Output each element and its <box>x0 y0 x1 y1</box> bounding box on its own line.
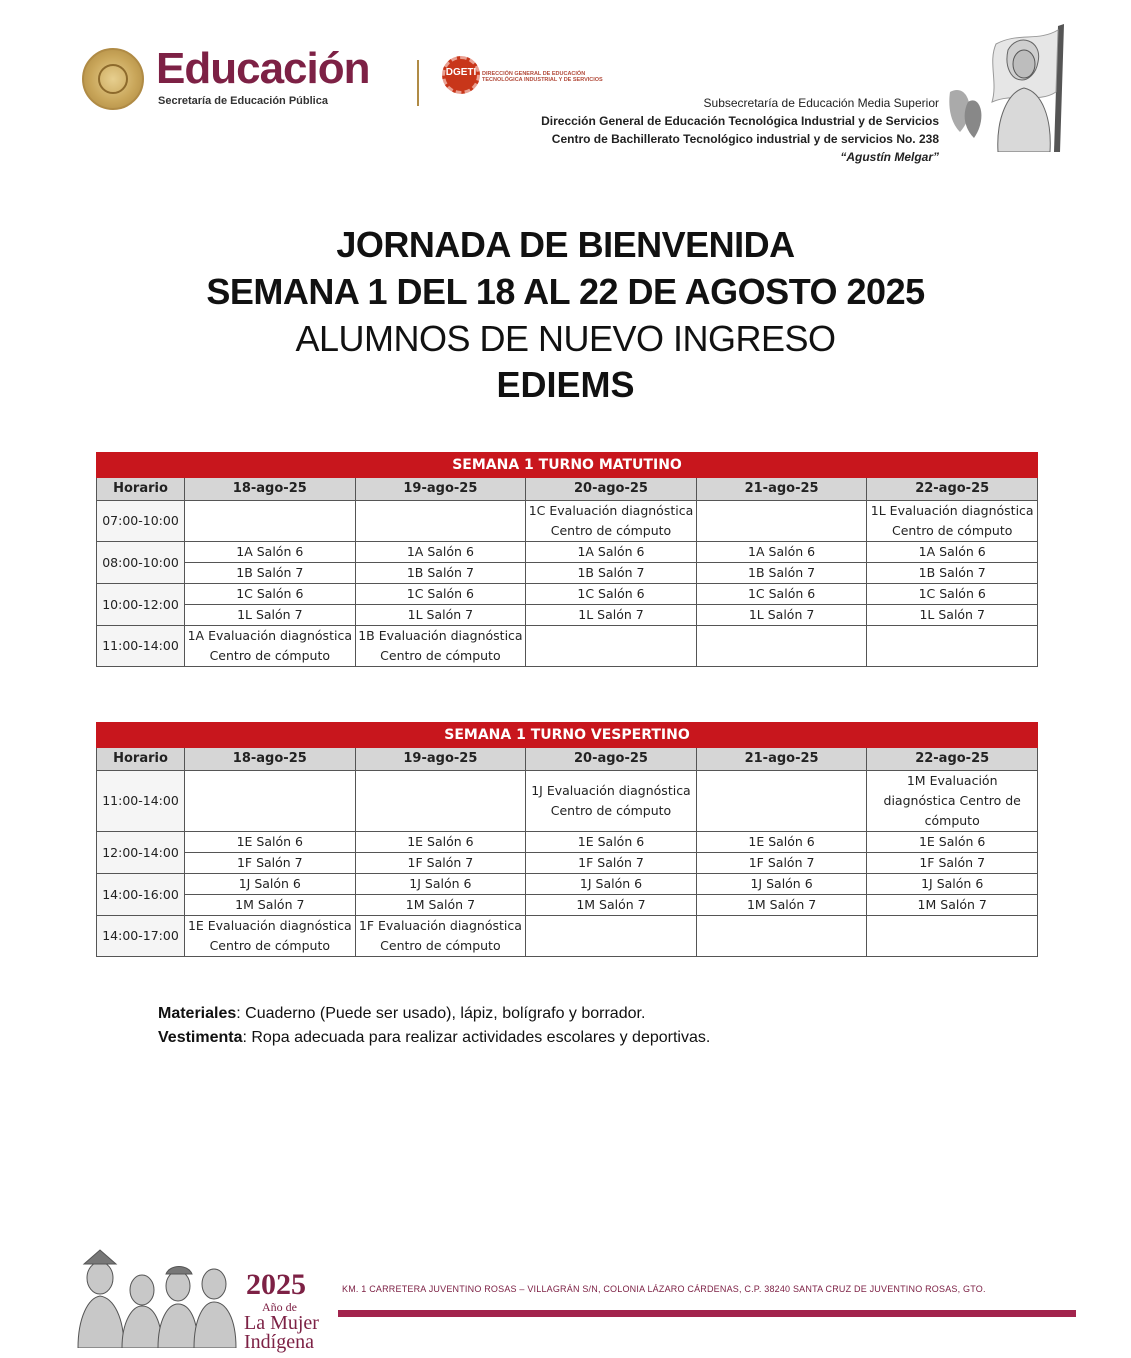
schedule-cell: 1L Salón 7 <box>526 605 697 626</box>
schedule-cell: 1E Salón 6 <box>696 832 867 853</box>
vestimenta-text: : Ropa adecuada para realizar actividades escolares y deportivas. <box>242 1029 711 1046</box>
schedule-cell: 1E Evaluación diagnóstica Centro de cómputo <box>185 916 356 957</box>
schedule-cell <box>696 916 867 957</box>
time-cell: 11:00-14:00 <box>97 771 185 832</box>
schedule-cell: 1B Salón 7 <box>526 563 697 584</box>
mexico-seal-logo <box>82 48 144 110</box>
schedule-cell: 1M Salón 7 <box>355 895 526 916</box>
woman-with-flag-illustration <box>948 22 1074 152</box>
time-cell: 12:00-14:00 <box>97 832 185 874</box>
schedule-cell: 1L Salón 7 <box>185 605 356 626</box>
footer-indigena: Indígena <box>244 1331 314 1353</box>
time-cell: 14:00-16:00 <box>97 874 185 916</box>
notes-block <box>158 1002 710 1050</box>
schedule-cell: 1L Salón 7 <box>696 605 867 626</box>
dgeti-logo-text: DIRECCIÓN GENERAL DE EDUCACIÓN TECNOLÓGICA INDUSTRIAL Y DE SERVICIOS <box>482 71 603 83</box>
schedule-cell: 1J Salón 6 <box>526 874 697 895</box>
schedule-cell: 1C Evaluación diagnóstica Centro de cómputo <box>526 501 697 542</box>
time-cell: 07:00-10:00 <box>97 501 185 542</box>
schedule-cell: 1J Salón 6 <box>867 874 1038 895</box>
schedule-cell: 1F Salón 7 <box>185 853 356 874</box>
schedule-cell: 1J Salón 6 <box>696 874 867 895</box>
schedule-cell: 1C Salón 6 <box>867 584 1038 605</box>
schedule-cell: 1L Evaluación diagnóstica Centro de cómputo <box>867 501 1038 542</box>
footer-year: 2025 <box>246 1268 306 1301</box>
column-header: 18-ago-25 <box>185 478 356 501</box>
column-header: 21-ago-25 <box>696 478 867 501</box>
schedule-cell: 1M Salón 7 <box>696 895 867 916</box>
schedule-cell: 1J Evaluación diagnóstica Centro de cómputo <box>526 771 697 832</box>
indigenous-women-illustration <box>70 1248 240 1348</box>
schedule-cell: 1A Salón 6 <box>526 542 697 563</box>
schedule-cell: 1B Salón 7 <box>867 563 1038 584</box>
schedule-table-matutino <box>96 452 1038 667</box>
institution-line-3: Centro de Bachillerato Tecnológico industrial y de servicios No. 238 <box>551 132 939 146</box>
materiales-label: Materiales <box>158 1005 237 1022</box>
schedule-cell <box>696 626 867 667</box>
footer-bar <box>338 1310 1076 1317</box>
time-cell: 14:00-17:00 <box>97 916 185 957</box>
schedule-cell: 1M Salón 7 <box>867 895 1038 916</box>
sep-subtitle: Secretaría de Educación Pública <box>158 95 328 107</box>
schedule-cell: 1F Salón 7 <box>526 853 697 874</box>
schedule-cell: 1J Salón 6 <box>355 874 526 895</box>
schedule-cell: 1A Evaluación diagnóstica Centro de cómputo <box>185 626 356 667</box>
footer-address: KM. 1 CARRETERA JUVENTINO ROSAS – VILLAGRÁN S/N, COLONIA LÁZARO CÁRDENAS, C.P. 38240 SANTA CRUZ DE JUVENTINO ROSAS, GTO. <box>342 1284 986 1294</box>
logo-divider <box>417 60 419 106</box>
schedule-cell: 1F Salón 7 <box>696 853 867 874</box>
schedule-cell: 1F Evaluación diagnóstica Centro de cómputo <box>355 916 526 957</box>
footer-la-mujer: La Mujer <box>244 1312 319 1334</box>
time-cell: 10:00-12:00 <box>97 584 185 626</box>
institution-line-4: “Agustín Melgar” <box>840 150 939 164</box>
schedule-cell: 1B Salón 7 <box>185 563 356 584</box>
materiales-line <box>158 1002 710 1026</box>
time-cell: 11:00-14:00 <box>97 626 185 667</box>
table-banner: SEMANA 1 TURNO MATUTINO <box>97 453 1038 478</box>
vestimenta-line <box>158 1026 710 1050</box>
vestimenta-label: Vestimenta <box>158 1029 243 1046</box>
title-semana: SEMANA 1 DEL 18 AL 22 DE AGOSTO 2025 <box>206 271 925 312</box>
schedule-cell <box>355 771 526 832</box>
schedule-cell: 1J Salón 6 <box>185 874 356 895</box>
institution-line-2: Dirección General de Educación Tecnológica Industrial y de Servicios <box>541 114 939 128</box>
column-header: 22-ago-25 <box>867 748 1038 771</box>
title-alumnos: ALUMNOS DE NUEVO INGRESO <box>295 318 836 359</box>
schedule-cell: 1C Salón 6 <box>526 584 697 605</box>
schedule-cell <box>185 501 356 542</box>
schedule-cell <box>185 771 356 832</box>
schedule-cell: 1E Salón 6 <box>867 832 1038 853</box>
schedule-cell: 1M Salón 7 <box>185 895 356 916</box>
schedule-table-vespertino <box>96 722 1038 957</box>
schedule-cell <box>526 626 697 667</box>
schedule-cell <box>696 771 867 832</box>
schedule-cell: 1L Salón 7 <box>355 605 526 626</box>
column-header: 22-ago-25 <box>867 478 1038 501</box>
schedule-cell <box>696 501 867 542</box>
column-header: 21-ago-25 <box>696 748 867 771</box>
schedule-cell: 1C Salón 6 <box>696 584 867 605</box>
footer-ano-de: Año de <box>262 1300 297 1314</box>
schedule-cell: 1A Salón 6 <box>867 542 1038 563</box>
schedule-cell: 1B Salón 7 <box>355 563 526 584</box>
schedule-cell: 1F Salón 7 <box>355 853 526 874</box>
schedule-cell <box>867 626 1038 667</box>
title-block <box>0 222 1131 408</box>
materiales-text: : Cuaderno (Puede ser usado), lápiz, bolígrafo y borrador. <box>236 1005 646 1022</box>
schedule-cell: 1B Salón 7 <box>696 563 867 584</box>
schedule-cell: 1E Salón 6 <box>185 832 356 853</box>
column-header: Horario <box>97 748 185 771</box>
column-header: 18-ago-25 <box>185 748 356 771</box>
column-header: 19-ago-25 <box>355 748 526 771</box>
institution-line-1: Subsecretaría de Educación Media Superior <box>703 96 939 110</box>
column-header: Horario <box>97 478 185 501</box>
schedule-cell: 1C Salón 6 <box>355 584 526 605</box>
schedule-cell: 1M Evaluación diagnóstica Centro de cómputo <box>867 771 1038 832</box>
dgeti-logo: DGETI <box>442 56 480 94</box>
column-header: 20-ago-25 <box>526 478 697 501</box>
time-cell: 08:00-10:00 <box>97 542 185 584</box>
schedule-cell: 1F Salón 7 <box>867 853 1038 874</box>
schedule-cell: 1M Salón 7 <box>526 895 697 916</box>
educacion-logo-title: Educación <box>156 44 370 93</box>
schedule-cell: 1L Salón 7 <box>867 605 1038 626</box>
schedule-cell: 1A Salón 6 <box>696 542 867 563</box>
schedule-cell: 1E Salón 6 <box>355 832 526 853</box>
table-banner: SEMANA 1 TURNO VESPERTINO <box>97 723 1038 748</box>
column-header: 20-ago-25 <box>526 748 697 771</box>
title-jornada: JORNADA DE BIENVENIDA <box>336 224 795 265</box>
schedule-cell <box>526 916 697 957</box>
schedule-cell <box>355 501 526 542</box>
schedule-cell: 1A Salón 6 <box>185 542 356 563</box>
title-ediems: EDIEMS <box>496 364 635 405</box>
schedule-cell: 1E Salón 6 <box>526 832 697 853</box>
schedule-cell: 1A Salón 6 <box>355 542 526 563</box>
column-header: 19-ago-25 <box>355 478 526 501</box>
schedule-cell <box>867 916 1038 957</box>
schedule-cell: 1C Salón 6 <box>185 584 356 605</box>
schedule-cell: 1B Evaluación diagnóstica Centro de cómputo <box>355 626 526 667</box>
